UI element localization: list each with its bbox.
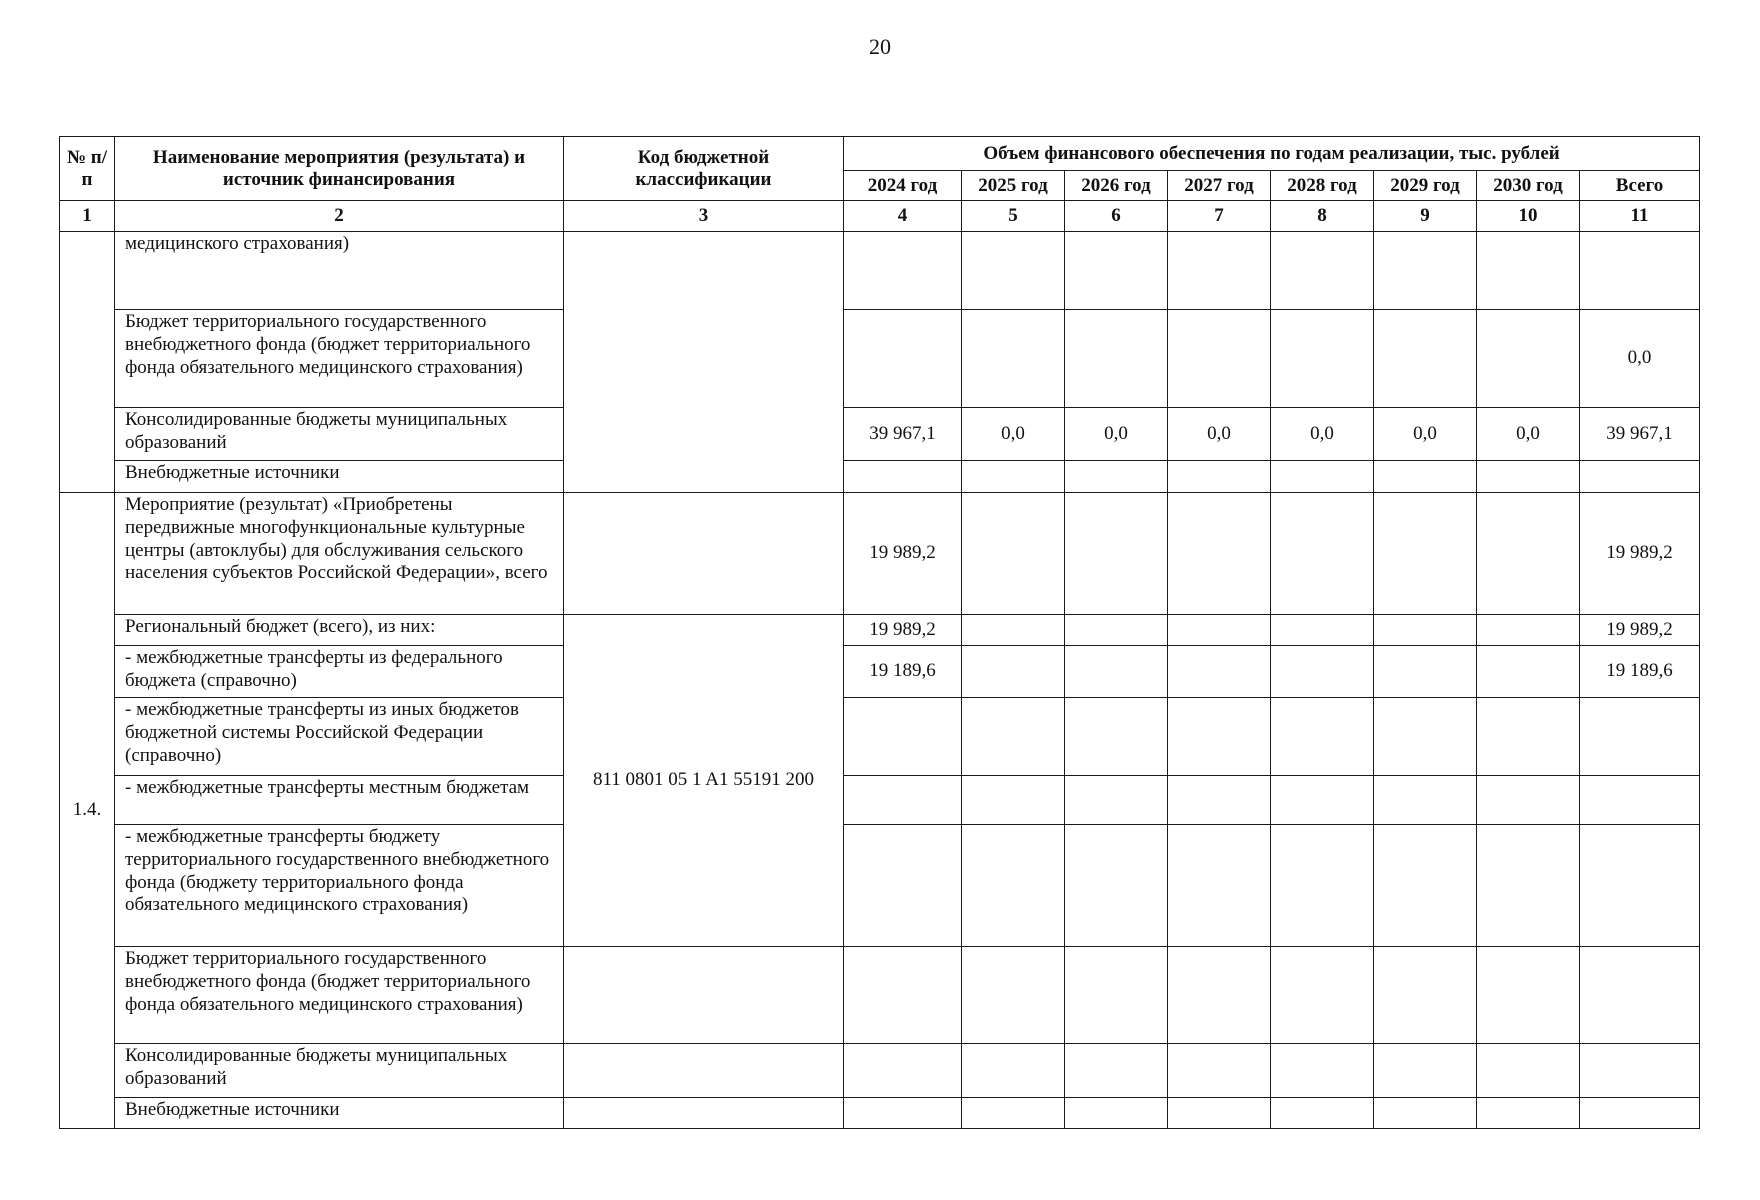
value-2028: 0,0 <box>1271 408 1374 461</box>
value-2025 <box>962 615 1065 646</box>
value-2026 <box>1065 493 1168 615</box>
value-2030 <box>1477 461 1580 493</box>
header-year: 2024 год <box>844 171 962 201</box>
value-total: 19 989,2 <box>1580 493 1700 615</box>
row-name: - межбюджетные трансферты бюджету территориального государственного внебюджетного фонда (бюджету территориального фонда обязательного медицинского страхования) <box>115 825 564 947</box>
value-2024 <box>844 1044 962 1098</box>
value-2029 <box>1374 698 1477 776</box>
value-2025 <box>962 232 1065 310</box>
value-2028 <box>1271 310 1374 408</box>
value-2027: 0,0 <box>1168 408 1271 461</box>
value-2024 <box>844 776 962 825</box>
header-year: 2026 год <box>1065 171 1168 201</box>
value-2025 <box>962 698 1065 776</box>
column-index: 1 <box>60 201 115 232</box>
row-code-cell <box>564 1044 844 1098</box>
value-2028 <box>1271 615 1374 646</box>
value-2030 <box>1477 947 1580 1044</box>
value-2026 <box>1065 1044 1168 1098</box>
value-2025 <box>962 776 1065 825</box>
value-total: 39 967,1 <box>1580 408 1700 461</box>
value-2029 <box>1374 825 1477 947</box>
value-2028 <box>1271 776 1374 825</box>
row-name: Внебюджетные источники <box>115 1098 564 1129</box>
value-2028 <box>1271 1098 1374 1129</box>
value-2027 <box>1168 1098 1271 1129</box>
value-2024: 19 989,2 <box>844 615 962 646</box>
value-2030 <box>1477 1044 1580 1098</box>
value-2024: 19 989,2 <box>844 493 962 615</box>
header-volume: Объем финансового обеспечения по годам реализации, тыс. рублей <box>844 137 1700 171</box>
value-2024: 19 189,6 <box>844 646 962 698</box>
column-index: 4 <box>844 201 962 232</box>
column-index: 6 <box>1065 201 1168 232</box>
value-2026 <box>1065 646 1168 698</box>
header-no: № п/п <box>60 137 115 201</box>
page-number: 20 <box>869 34 891 59</box>
value-total: 19 989,2 <box>1580 615 1700 646</box>
budget-code: 811 0801 05 1 A1 55191 200 <box>564 615 844 947</box>
value-2030 <box>1477 646 1580 698</box>
value-2026 <box>1065 776 1168 825</box>
value-2027 <box>1168 646 1271 698</box>
table-body <box>60 232 1700 1129</box>
column-index: 7 <box>1168 201 1271 232</box>
value-total <box>1580 1098 1700 1129</box>
value-2024 <box>844 825 962 947</box>
value-total <box>1580 825 1700 947</box>
value-2029: 0,0 <box>1374 408 1477 461</box>
value-2027 <box>1168 947 1271 1044</box>
value-2025: 0,0 <box>962 408 1065 461</box>
column-index: 10 <box>1477 201 1580 232</box>
value-2029 <box>1374 947 1477 1044</box>
value-2030 <box>1477 1098 1580 1129</box>
value-total: 0,0 <box>1580 310 1700 408</box>
value-2026 <box>1065 947 1168 1044</box>
value-2026 <box>1065 461 1168 493</box>
header-year: 2029 год <box>1374 171 1477 201</box>
value-2027 <box>1168 232 1271 310</box>
value-total <box>1580 232 1700 310</box>
row-name: - межбюджетные трансферты местным бюджетам <box>115 776 564 825</box>
header-code: Код бюджетной классификации <box>564 137 844 201</box>
value-2024 <box>844 461 962 493</box>
value-2024 <box>844 310 962 408</box>
value-2027 <box>1168 310 1271 408</box>
value-2030 <box>1477 232 1580 310</box>
value-2027 <box>1168 1044 1271 1098</box>
value-2028 <box>1271 947 1374 1044</box>
table-row <box>60 1044 1700 1098</box>
value-2025 <box>962 646 1065 698</box>
table-row <box>60 310 1700 408</box>
value-2028 <box>1271 493 1374 615</box>
value-2026 <box>1065 825 1168 947</box>
table-row <box>60 232 1700 310</box>
value-2024 <box>844 698 962 776</box>
value-total <box>1580 776 1700 825</box>
value-2029 <box>1374 776 1477 825</box>
column-index: 5 <box>962 201 1065 232</box>
value-2025 <box>962 947 1065 1044</box>
value-2029 <box>1374 1044 1477 1098</box>
value-2024 <box>844 1098 962 1129</box>
row-name: Внебюджетные источники <box>115 461 564 493</box>
row-name: Консолидированные бюджеты муниципальных образований <box>115 408 564 461</box>
table-row <box>60 461 1700 493</box>
table-row <box>60 947 1700 1044</box>
value-2026 <box>1065 615 1168 646</box>
value-total <box>1580 698 1700 776</box>
row-name: - межбюджетные трансферты из федерального бюджета (справочно) <box>115 646 564 698</box>
value-total <box>1580 461 1700 493</box>
value-2030 <box>1477 698 1580 776</box>
table-header <box>60 137 1700 232</box>
value-2026: 0,0 <box>1065 408 1168 461</box>
value-2030 <box>1477 493 1580 615</box>
value-2024 <box>844 947 962 1044</box>
value-2029 <box>1374 646 1477 698</box>
row-code-cell <box>564 493 844 615</box>
value-2029 <box>1374 461 1477 493</box>
value-2026 <box>1065 232 1168 310</box>
header-year: 2027 год <box>1168 171 1271 201</box>
row-name: медицинского страхования) <box>115 232 564 310</box>
column-index: 2 <box>115 201 564 232</box>
value-2029 <box>1374 1098 1477 1129</box>
value-2028 <box>1271 232 1374 310</box>
row-code-cell <box>564 947 844 1044</box>
header-year: 2025 год <box>962 171 1065 201</box>
value-2028 <box>1271 825 1374 947</box>
row-name: Региональный бюджет (всего), из них: <box>115 615 564 646</box>
column-index: 3 <box>564 201 844 232</box>
table-row <box>60 408 1700 461</box>
table-row <box>60 493 1700 615</box>
row-name: - межбюджетные трансферты из иных бюджетов бюджетной системы Российской Федерации (справочно) <box>115 698 564 776</box>
value-2028 <box>1271 646 1374 698</box>
value-2026 <box>1065 1098 1168 1129</box>
column-index: 11 <box>1580 201 1700 232</box>
value-2029 <box>1374 493 1477 615</box>
header-year: 2030 год <box>1477 171 1580 201</box>
table-row <box>60 646 1700 698</box>
value-2027 <box>1168 615 1271 646</box>
value-2027 <box>1168 825 1271 947</box>
row-code-cell <box>564 232 844 493</box>
value-2028 <box>1271 1044 1374 1098</box>
column-index: 8 <box>1271 201 1374 232</box>
value-2026 <box>1065 698 1168 776</box>
header-total: Всего <box>1580 171 1700 201</box>
value-2025 <box>962 310 1065 408</box>
table-row <box>60 1098 1700 1129</box>
value-2025 <box>962 1098 1065 1129</box>
value-2027 <box>1168 698 1271 776</box>
value-2026 <box>1065 310 1168 408</box>
value-2028 <box>1271 461 1374 493</box>
table-row <box>60 825 1700 947</box>
value-total <box>1580 947 1700 1044</box>
value-2025 <box>962 493 1065 615</box>
value-2030 <box>1477 615 1580 646</box>
value-2029 <box>1374 615 1477 646</box>
row-number: 1.4. <box>60 493 115 1129</box>
value-2028 <box>1271 698 1374 776</box>
value-2027 <box>1168 776 1271 825</box>
header-name: Наименование мероприятия (результата) и источник финансирования <box>115 137 564 201</box>
row-name: Бюджет территориального государственного внебюджетного фонда (бюджет территориального фонда обязательного медицинского страхования) <box>115 947 564 1044</box>
value-2025 <box>962 825 1065 947</box>
value-2029 <box>1374 310 1477 408</box>
value-2030 <box>1477 310 1580 408</box>
value-2030: 0,0 <box>1477 408 1580 461</box>
financing-table <box>59 136 1700 1129</box>
table-row <box>60 615 1700 646</box>
value-2024 <box>844 232 962 310</box>
value-2027 <box>1168 493 1271 615</box>
column-index: 9 <box>1374 201 1477 232</box>
row-name: Консолидированные бюджеты муниципальных образований <box>115 1044 564 1098</box>
table-row <box>60 776 1700 825</box>
row-code-cell <box>564 1098 844 1129</box>
value-2030 <box>1477 825 1580 947</box>
row-number-cell <box>60 232 115 493</box>
header-year: 2028 год <box>1271 171 1374 201</box>
value-total <box>1580 1044 1700 1098</box>
value-2025 <box>962 461 1065 493</box>
value-2027 <box>1168 461 1271 493</box>
row-name: Мероприятие (результат) «Приобретены передвижные многофункциональные культурные центры (автоклубы) для обслуживания сельского населения субъектов Российской Федерации», всего <box>115 493 564 615</box>
value-2025 <box>962 1044 1065 1098</box>
table-row <box>60 698 1700 776</box>
value-2024: 39 967,1 <box>844 408 962 461</box>
row-name: Бюджет территориального государственного внебюджетного фонда (бюджет территориального фонда обязательного медицинского страхования) <box>115 310 564 408</box>
value-total: 19 189,6 <box>1580 646 1700 698</box>
value-2030 <box>1477 776 1580 825</box>
value-2029 <box>1374 232 1477 310</box>
